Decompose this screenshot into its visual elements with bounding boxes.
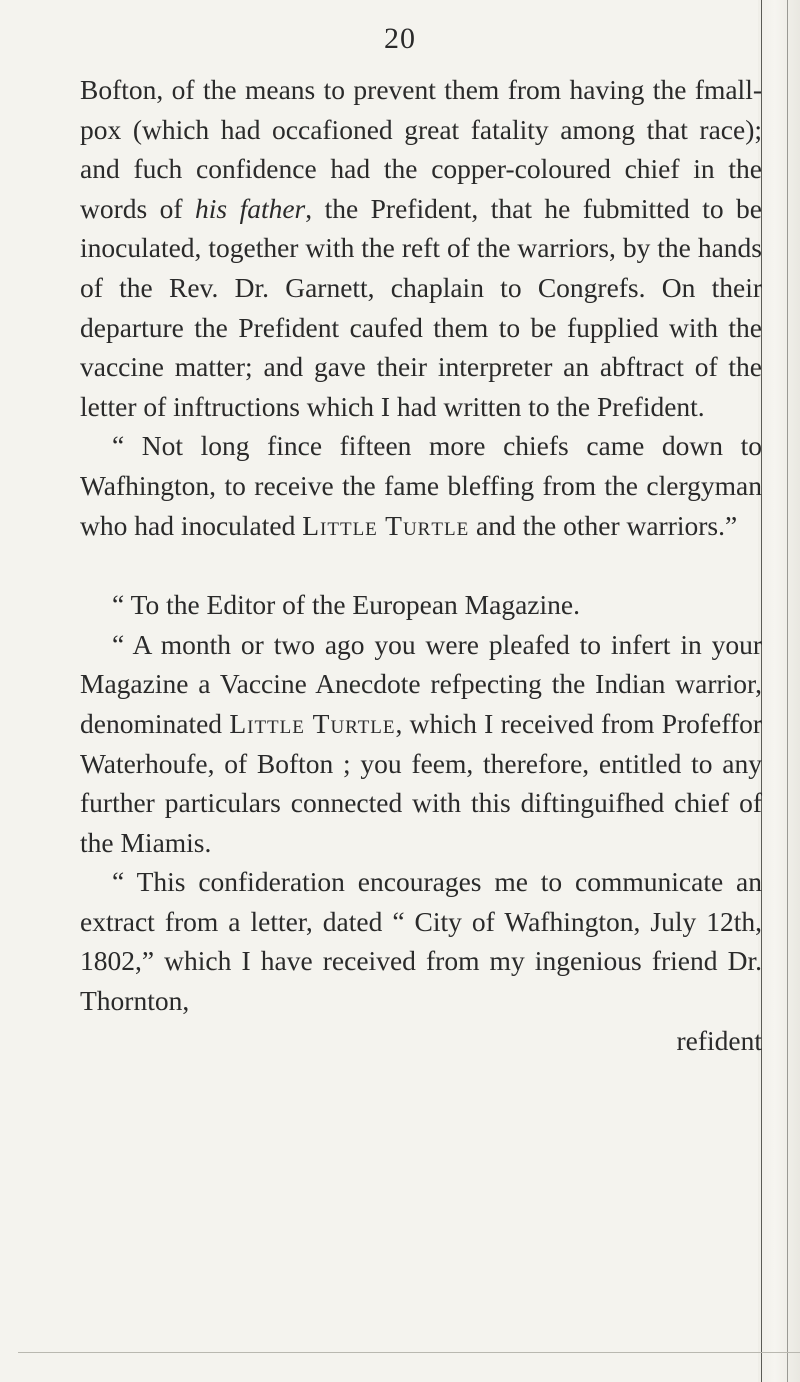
body-text [80, 70, 762, 1060]
paragraph-2-text-a: “ Not long fince fifteen more chiefs came down to Wafhington, to receive the fame bleffing from the clergyman who had inoculated [80, 430, 762, 541]
bottom-rule [18, 1352, 800, 1353]
page-edge-line [787, 0, 788, 1382]
paragraph-4: “ This confideration encourages me to communicate an extract from a letter, dated “ City of Wafhington, July 12th, 1802,” which I have received from my ingenious friend Dr. Thornton, [80, 866, 762, 1017]
paragraph-2-text-b: and the other warriors.” [469, 509, 738, 541]
page-number: 20 [384, 22, 416, 55]
paragraph-3-smallcaps: Little Turtle [229, 707, 396, 739]
paragraph-1-italic: his father [195, 192, 306, 224]
paragraph-3-text-b: , which I received from Profeffor Waterhoufe, of Bofton ; you feem, therefore, entitled to any further particulars connected with this diftinguifhed chief of the Miamis. [80, 707, 763, 858]
paragraph-1-text-b: , the Prefident, that he fubmitted to be inoculated, together with the reft of the warriors, by the hands of the Rev. Dr. Garnett, chaplain to Congrefs. On their departure the Prefident caufed them to be fupplied with the vaccine matter; and gave their interpreter an abftract of the letter of inftructions which I had written to the Prefident. [80, 192, 762, 422]
paragraph-3-text-a: “ A month or two ago you were pleafed to infert in your Magazine a Vaccine Anecdote refpecting the Indian warrior, denominated [80, 628, 762, 739]
paragraph-2-smallcaps: Little Turtle [302, 509, 470, 541]
paragraph-3 [80, 625, 762, 863]
page-edge [758, 0, 800, 1382]
letter-heading: “ To the Editor of the European Magazine. [112, 589, 580, 621]
paragraph-2 [80, 426, 762, 545]
catchword: refident [676, 1024, 762, 1056]
paragraph-1 [80, 70, 762, 426]
paragraph-1-text-a: Bofton, of the means to prevent them from having the fmall-pox (which had occafioned great fatality among that race); and fuch confidence had the copper-coloured chief in the words of [80, 74, 762, 224]
